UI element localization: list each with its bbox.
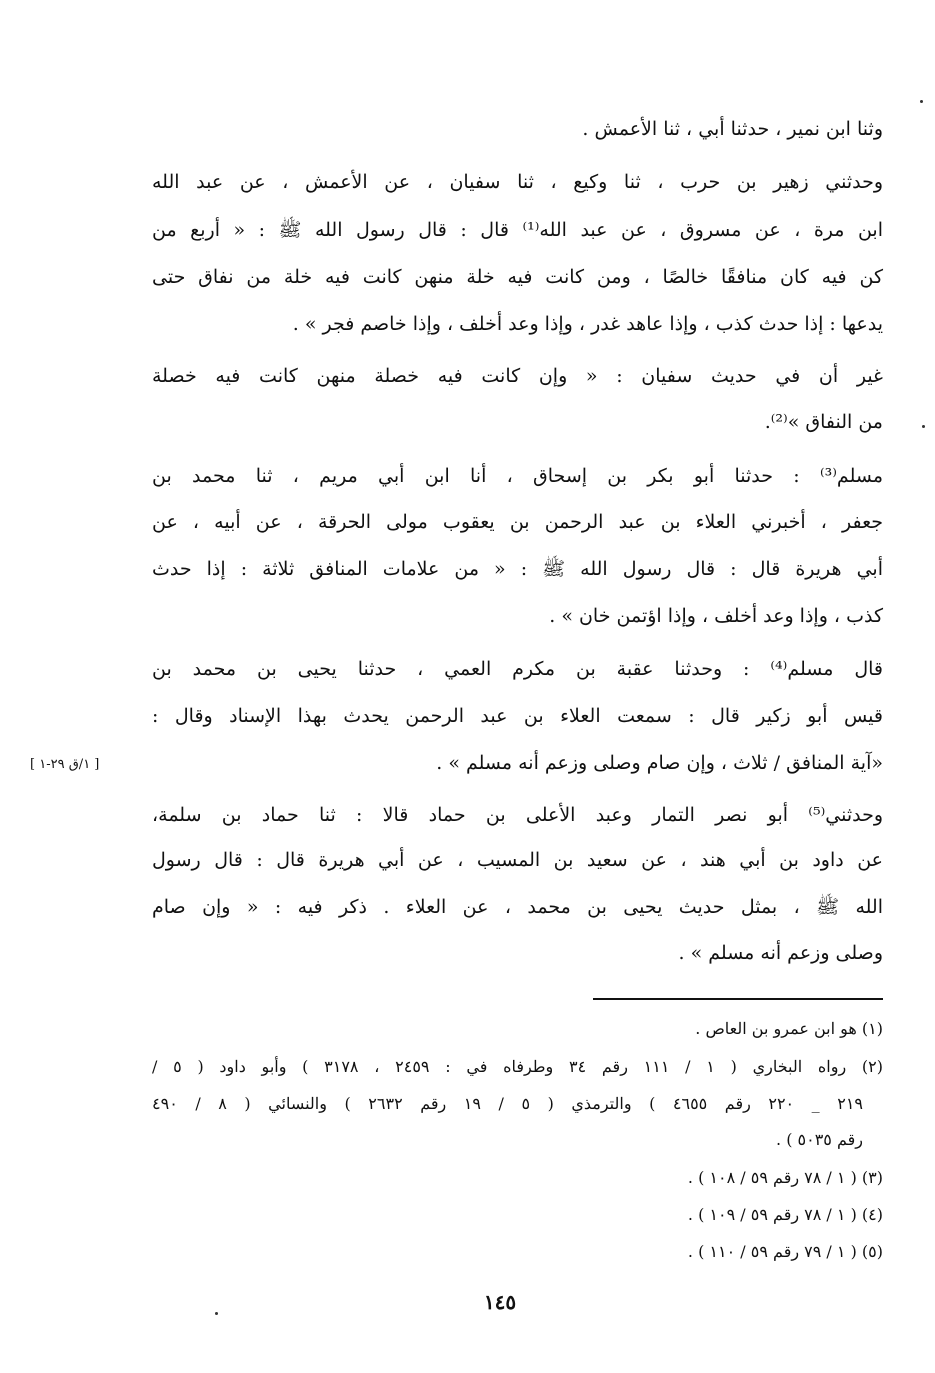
text-line: مسلم⁽³⁾ : حدثنا أبو بكر بن إسحاق ، أنا ابن أبي مريم ، ثنا محمد بن: [152, 465, 883, 487]
page-number: ١٤٥: [483, 1290, 517, 1314]
text-line: غير أن في حديث سفيان : « وإن كانت فيه خصلة منهن كانت فيه خصلة: [152, 365, 883, 387]
footnote-line: (٣) ( ١ / ٧٨ رقم ٥٩ / ١٠٨ ) .: [687, 1168, 883, 1187]
scan-speck: [920, 100, 923, 103]
manuscript-folio-note: [ ١/ق ٢٩-١ ]: [30, 757, 100, 772]
text-line: عن داود بن أبي هند ، عن سعيد بن المسيب ، عن أبي هريرة قال : قال رسول: [152, 849, 883, 871]
text-line: يدعها : إذا حدث كذب ، وإذا عاهد غدر ، وإذا وعد أخلف ، وإذا خاصم فجر » .: [292, 313, 883, 335]
text-line: كن فيه كان منافقًا خالصًا ، ومن كانت فيه خلة منهن كانت فيه خلة من نفاق حتى: [152, 266, 883, 288]
text-line: كذب ، وإذا وعد أخلف ، وإذا اؤتمن خان » .: [549, 605, 883, 627]
footnote-line: ٢١٩ _ ٢٢٠ رقم ٤٦٥٥ ) والترمذي ( ٥ / ١٩ رقم ٢٦٣٢ ) والنسائي ( ٨ / ٤٩٠: [152, 1094, 863, 1113]
text-line: وحدثني⁽⁵⁾ أبو نصر التمار وعبد الأعلى بن حماد قالا : ثنا حماد بن سلمة،: [152, 804, 883, 826]
text-line: قال مسلم⁽⁴⁾ : وحدثنا عقبة بن مكرم العمي ، حدثنا يحيى بن محمد بن: [152, 658, 883, 680]
scan-speck: [922, 425, 925, 428]
text-line: أبي هريرة قال : قال رسول الله ﷺ : « من علامات المنافق ثلاثة : إذا حدث: [152, 558, 883, 580]
text-line: جعفر ، أخبرني العلاء بن عبد الرحمن بن يعقوب مولى الحرقة ، عن أبيه ، عن: [152, 511, 883, 533]
text-line: من النفاق »⁽²⁾.: [764, 411, 883, 433]
text-line: وثنا ابن نمير ، حدثنا أبي ، ثنا الأعمش .: [582, 118, 883, 140]
scan-speck: [215, 1312, 218, 1315]
text-line: «آية المنافق / ثلاث ، وإن صام وصلى وزعم أنه مسلم » .: [436, 752, 883, 774]
text-line: وحدثني زهير بن حرب ، ثنا وكيع ، ثنا سفيان ، عن الأعمش ، عن عبد الله: [152, 171, 883, 193]
footnote-separator: [593, 998, 883, 1000]
footnote-line: (٢) رواه البخاري ( ١ / ١١١ رقم ٣٤ وطرفاه في : ٢٤٥٩ ، ٣١٧٨ ) وأبو داود ( ٥ /: [152, 1057, 884, 1076]
text-line: وصلى وزعم أنه مسلم » .: [678, 942, 883, 964]
text-line: الله ﷺ ، بمثل حديث يحيى بن محمد ، عن العلاء . ذكر فيه : « وإن صام: [152, 896, 883, 918]
footnote-line: (٤) ( ١ / ٧٨ رقم ٥٩ / ١٠٩ ) .: [687, 1205, 883, 1224]
text-line: قيس أبو زكير قال : سمعت العلاء بن عبد الرحمن يحدث بهذا الإسناد وقال :: [152, 705, 883, 727]
footnote-line: (١) هو ابن عمرو بن العاص .: [695, 1019, 883, 1038]
text-line: ابن مرة ، عن مسروق ، عن عبد الله⁽¹⁾ قال : قال رسول الله ﷺ : « أربع من: [152, 219, 883, 241]
footnote-line: (٥) ( ١ / ٧٩ رقم ٥٩ / ١١٠ ) .: [687, 1242, 883, 1261]
footnote-line: رقم ٥٠٣٥ ) .: [776, 1130, 863, 1149]
